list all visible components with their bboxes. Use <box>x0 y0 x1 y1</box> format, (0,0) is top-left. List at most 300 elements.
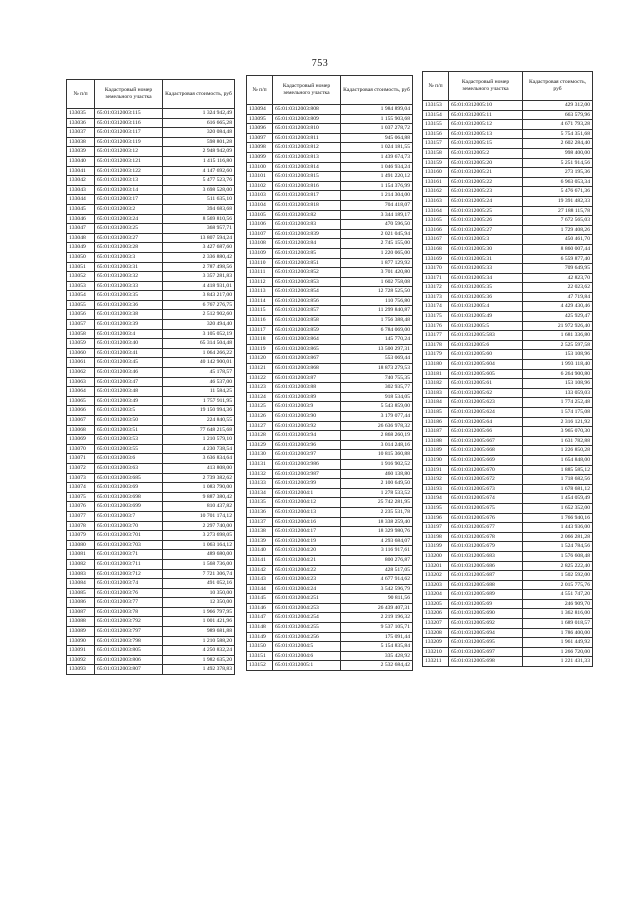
cadastral-number: 65:01:0312003:38 <box>95 310 163 320</box>
cadastral-value: 663 579,96 <box>523 110 593 120</box>
cadastral-number: 65:01:0312003:83 <box>273 220 341 230</box>
table-row <box>247 143 413 153</box>
table-row <box>247 603 413 613</box>
table-row <box>423 475 593 485</box>
row-number: 133161 <box>423 177 449 187</box>
cadastral-number: 65:01:0312005:69 <box>449 599 523 609</box>
table-row <box>247 220 413 230</box>
table-row <box>247 450 413 460</box>
table-row <box>67 300 235 310</box>
table-row <box>423 283 593 293</box>
cadastral-value: 989 681,88 <box>163 627 235 637</box>
row-number: 133077 <box>67 511 95 521</box>
row-number: 133135 <box>247 498 273 508</box>
row-number: 133043 <box>67 185 95 195</box>
row-number: 133201 <box>423 561 449 571</box>
row-number: 133137 <box>247 517 273 527</box>
table-row <box>247 268 413 278</box>
row-number: 133180 <box>423 360 449 370</box>
cadastral-value: 1 491 220,12 <box>341 172 413 182</box>
row-number: 133172 <box>423 283 449 293</box>
row-number: 133073 <box>67 473 95 483</box>
table-row <box>247 536 413 546</box>
cadastral-value: 2 868 260,19 <box>341 431 413 441</box>
cadastral-number: 65:01:0312003:3 <box>95 252 163 262</box>
table-row <box>67 492 235 502</box>
cadastral-number: 65:01:0312005:605 <box>449 369 523 379</box>
row-number: 133084 <box>67 579 95 589</box>
table-row <box>247 594 413 604</box>
cadastral-number: 65:01:0312003:88 <box>273 383 341 393</box>
cadastral-value: 810 437,82 <box>163 502 235 512</box>
cadastral-value: 4 429 430,46 <box>523 302 593 312</box>
cadastral-value: 1 993 118,40 <box>523 360 593 370</box>
row-number: 133193 <box>423 484 449 494</box>
cadastral-value: 740 755,35 <box>341 373 413 383</box>
cadastral-value: 4 671 793,28 <box>523 120 593 130</box>
cadastral-number: 65:01:0312003:703 <box>95 540 163 550</box>
table-row <box>67 588 235 598</box>
cadastral-value: 4 677 914,62 <box>341 575 413 585</box>
row-number: 133046 <box>67 214 95 224</box>
cadastral-number: 65:01:0312003:51 <box>95 425 163 435</box>
table-row <box>423 571 593 581</box>
cadastral-value: 2 602 284,40 <box>523 139 593 149</box>
cadastral-value: 18 329 980,76 <box>341 527 413 537</box>
cadastral-value: 5 754 351,68 <box>523 129 593 139</box>
cadastral-value: 1 576 608,48 <box>523 551 593 561</box>
cadastral-number: 65:01:0312003:987 <box>273 469 341 479</box>
cadastral-number: 65:01:0312003:6 <box>95 454 163 464</box>
row-number: 133147 <box>247 613 273 623</box>
table-row <box>67 214 235 224</box>
table-row <box>247 584 413 594</box>
cadastral-value: 1 757 911,95 <box>163 396 235 406</box>
cadastral-value: 429 312,00 <box>523 101 593 111</box>
cadastral-number: 65:01:0312003:798 <box>95 636 163 646</box>
cadastral-value: 2 066 281,28 <box>523 532 593 542</box>
cadastral-number: 65:01:0312003:839 <box>273 229 341 239</box>
row-number: 133128 <box>247 431 273 441</box>
row-number: 133093 <box>67 665 95 675</box>
table-row <box>67 147 235 157</box>
table-row <box>423 177 593 187</box>
row-number: 133085 <box>67 588 95 598</box>
cadastral-number: 65:01:0312004:22 <box>273 565 341 575</box>
cadastral-value: 273 195,36 <box>523 168 593 178</box>
cadastral-value: 394 683,68 <box>163 204 235 214</box>
cadastral-value: 1 602 758,08 <box>341 277 413 287</box>
cadastral-value: 413 808,00 <box>163 463 235 473</box>
table-row <box>423 148 593 158</box>
cadastral-number: 65:01:0312003:25 <box>95 224 163 234</box>
table-row <box>423 580 593 590</box>
header-num: № п/п <box>423 72 449 101</box>
table-header-row <box>423 72 593 101</box>
cadastral-value: 26 636 978,32 <box>341 421 413 431</box>
cadastral-value: 998 400,00 <box>523 148 593 158</box>
cadastral-number: 65:01:0312005:668 <box>449 446 523 456</box>
table-row <box>67 416 235 426</box>
table-row <box>247 335 413 345</box>
cadastral-value: 1 064 266,22 <box>163 348 235 358</box>
cadastral-number: 65:01:0312005:677 <box>449 523 523 533</box>
row-number: 133096 <box>247 124 273 134</box>
cadastral-number: 65:01:0312005:694 <box>449 628 523 638</box>
cadastral-number: 65:01:0312005:670 <box>449 465 523 475</box>
table-row <box>247 105 413 115</box>
cadastral-value: 27 188 115,78 <box>523 206 593 216</box>
table-header-row <box>67 80 235 109</box>
cadastral-value: 3 698 528,00 <box>163 185 235 195</box>
cadastral-value: 3 116 917,61 <box>341 546 413 556</box>
row-number: 133035 <box>67 109 95 119</box>
row-number: 133184 <box>423 398 449 408</box>
cadastral-number: 65:01:0312003:7 <box>95 511 163 521</box>
row-number: 133182 <box>423 379 449 389</box>
cadastral-value: 3 105 052,19 <box>163 329 235 339</box>
cadastral-value: 19 391 482,33 <box>523 196 593 206</box>
table-row <box>247 488 413 498</box>
table-row <box>423 599 593 609</box>
cadastral-value: 2 739 382,62 <box>163 473 235 483</box>
cadastral-value: 4 551 747,20 <box>523 590 593 600</box>
table-row <box>247 412 413 422</box>
header-cadastral: Кадастровый номер земельного участка <box>95 80 163 109</box>
header-value: Кадастровая стоимость, руб <box>523 72 593 101</box>
cadastral-value: 3 344 189,17 <box>341 210 413 220</box>
cadastral-number: 65:01:0312005:675 <box>449 503 523 513</box>
cadastral-value: 450 461,70 <box>523 235 593 245</box>
cadastral-value: 1 439 674,73 <box>341 152 413 162</box>
cadastral-value: 2 825 222,40 <box>523 561 593 571</box>
table-row <box>423 331 593 341</box>
row-number: 133130 <box>247 450 273 460</box>
cadastral-number: 65:01:0312005:686 <box>449 561 523 571</box>
cadastral-number: 65:01:0312005:673 <box>449 484 523 494</box>
table-row <box>247 162 413 172</box>
cadastral-value: 7 672 565,03 <box>523 216 593 226</box>
cadastral-number: 65:01:0312003:868 <box>273 364 341 374</box>
cadastral-value: 598 801,28 <box>163 137 235 147</box>
cadastral-number: 65:01:0312005:21 <box>449 168 523 178</box>
cadastral-number: 65:01:0312003:94 <box>273 431 341 441</box>
table-row <box>67 531 235 541</box>
table-row <box>67 569 235 579</box>
table-row <box>423 455 593 465</box>
table-row <box>247 507 413 517</box>
row-number: 133040 <box>67 156 95 166</box>
cadastral-value: 2 219 196,32 <box>341 613 413 623</box>
cadastral-number: 65:01:0312003:122 <box>95 166 163 176</box>
row-number: 133162 <box>423 187 449 197</box>
cadastral-value: 2 948 942,09 <box>163 147 235 157</box>
table-row <box>423 484 593 494</box>
table-row <box>423 427 593 437</box>
row-number: 133210 <box>423 647 449 657</box>
table-row <box>67 233 235 243</box>
table-row <box>247 133 413 143</box>
cadastral-number: 65:01:0312005:697 <box>449 647 523 657</box>
cadastral-number: 65:01:0312005:687 <box>449 571 523 581</box>
cadastral-value: 4 418 931,01 <box>163 281 235 291</box>
row-number: 133160 <box>423 168 449 178</box>
cadastral-value: 21 972 926,40 <box>523 321 593 331</box>
table-row <box>423 158 593 168</box>
cadastral-value: 1 063 164,12 <box>163 540 235 550</box>
cadastral-value: 3 357 281,83 <box>163 272 235 282</box>
table-row <box>423 398 593 408</box>
row-number: 133126 <box>247 412 273 422</box>
table-row <box>423 244 593 254</box>
cadastral-number: 65:01:0312003:45 <box>95 358 163 368</box>
cadastral-number: 65:01:0312003:35 <box>95 291 163 301</box>
cadastral-value: 1 155 903,68 <box>341 114 413 124</box>
cadastral-number: 65:01:0312003:858 <box>273 316 341 326</box>
cadastral-value: 2 787 498,56 <box>163 262 235 272</box>
table-row <box>423 235 593 245</box>
cadastral-value: 18 873 279,53 <box>341 364 413 374</box>
cadastral-value: 1 654 848,00 <box>523 455 593 465</box>
cadastral-number: 65:01:0312003:32 <box>95 272 163 282</box>
cadastral-number: 65:01:0312005:1 <box>273 661 341 671</box>
row-number: 133167 <box>423 235 449 245</box>
row-number: 133089 <box>67 627 95 637</box>
cadastral-value: 1 718 682,56 <box>523 475 593 485</box>
cadastral-number: 65:01:0312005:679 <box>449 542 523 552</box>
table-row <box>247 392 413 402</box>
table-row <box>423 264 593 274</box>
table-row <box>423 379 593 389</box>
row-number: 133174 <box>423 302 449 312</box>
row-number: 133149 <box>247 632 273 642</box>
cadastral-number: 65:01:0312003:813 <box>273 152 341 162</box>
table-row <box>67 224 235 234</box>
table-row <box>67 252 235 262</box>
cadastral-value: 246 909,70 <box>523 599 593 609</box>
row-number: 133047 <box>67 224 95 234</box>
cadastral-number: 65:01:0312004:13 <box>273 507 341 517</box>
cadastral-value: 1 454 059,49 <box>523 494 593 504</box>
table-row <box>423 513 593 523</box>
cadastral-number: 65:01:0312004:16 <box>273 517 341 527</box>
table-row <box>67 185 235 195</box>
table-row <box>67 559 235 569</box>
row-number: 133168 <box>423 244 449 254</box>
cadastral-number: 65:01:0312005:61 <box>449 379 523 389</box>
cadastral-value: 1 443 936,00 <box>523 523 593 533</box>
table-row <box>423 628 593 638</box>
cadastral-number: 65:01:0312005:13 <box>449 129 523 139</box>
row-number: 133125 <box>247 402 273 412</box>
row-number: 133080 <box>67 540 95 550</box>
cadastral-value: 6 963 053,34 <box>523 177 593 187</box>
table-row <box>67 521 235 531</box>
table-row <box>247 651 413 661</box>
cadastral-number: 65:01:0312004:251 <box>273 594 341 604</box>
row-number: 133148 <box>247 623 273 633</box>
cadastral-table-1 <box>66 79 235 675</box>
cadastral-value: 4 147 692,60 <box>163 166 235 176</box>
cadastral-number: 65:01:0312003:119 <box>95 137 163 147</box>
table-row <box>247 546 413 556</box>
table-row <box>247 469 413 479</box>
cadastral-value: 47 719,84 <box>523 292 593 302</box>
row-number: 133082 <box>67 559 95 569</box>
table-row <box>247 306 413 316</box>
table-row <box>67 329 235 339</box>
row-number: 133091 <box>67 646 95 656</box>
cadastral-number: 65:01:0312003:117 <box>95 128 163 138</box>
cadastral-value: 3 179 077,44 <box>341 412 413 422</box>
cadastral-value: 1 362 816,00 <box>523 609 593 619</box>
cadastral-value: 3 843 217,00 <box>163 291 235 301</box>
cadastral-number: 65:01:0312003:28 <box>95 243 163 253</box>
cadastral-number: 65:01:0312003:13 <box>95 176 163 186</box>
cadastral-number: 65:01:0312003:41 <box>95 348 163 358</box>
cadastral-number: 65:01:0312003:31 <box>95 262 163 272</box>
row-number: 133072 <box>67 463 95 473</box>
cadastral-value: 489 680,00 <box>163 550 235 560</box>
table-row <box>67 646 235 656</box>
table-row <box>247 239 413 249</box>
cadastral-value: 5 251 914,56 <box>523 158 593 168</box>
cadastral-number: 65:01:0312005:31 <box>449 254 523 264</box>
row-number: 133058 <box>67 329 95 339</box>
row-number: 133036 <box>67 118 95 128</box>
cadastral-value: 1 574 175,08 <box>523 408 593 418</box>
cadastral-number: 65:01:0312005:688 <box>449 580 523 590</box>
cadastral-number: 65:01:0312003:77 <box>95 598 163 608</box>
cadastral-value: 2 532 684,42 <box>341 661 413 671</box>
cadastral-number: 65:01:0312005:698 <box>449 657 523 667</box>
row-number: 133170 <box>423 264 449 274</box>
row-number: 133041 <box>67 166 95 176</box>
row-number: 133211 <box>423 657 449 667</box>
cadastral-number: 65:01:0312005:6 <box>449 340 523 350</box>
cadastral-value: 1 415 116,80 <box>163 156 235 166</box>
row-number: 133202 <box>423 571 449 581</box>
cadastral-number: 65:01:0312005:35 <box>449 283 523 293</box>
cadastral-value: 1 220 065,00 <box>341 248 413 258</box>
cadastral-number: 65:01:0312003:47 <box>95 377 163 387</box>
row-number: 133205 <box>423 599 449 609</box>
table-row <box>423 417 593 427</box>
cadastral-number: 65:01:0312003:699 <box>95 502 163 512</box>
row-number: 133064 <box>67 387 95 397</box>
table-row <box>423 388 593 398</box>
cadastral-value: 1 046 934,24 <box>341 162 413 172</box>
cadastral-value: 8 860 007,44 <box>523 244 593 254</box>
cadastral-number: 65:01:0312005:678 <box>449 532 523 542</box>
cadastral-number: 65:01:0312003:40 <box>95 339 163 349</box>
cadastral-number: 65:01:0312003:90 <box>273 412 341 422</box>
cadastral-value: 25 742 281,95 <box>341 498 413 508</box>
table-row <box>67 137 235 147</box>
row-number: 133140 <box>247 546 273 556</box>
cadastral-number: 65:01:0312003:854 <box>273 287 341 297</box>
row-number: 133142 <box>247 565 273 575</box>
table-row <box>67 665 235 675</box>
row-number: 133133 <box>247 479 273 489</box>
cadastral-value: 133 059,03 <box>523 388 593 398</box>
table-row <box>423 110 593 120</box>
table-row <box>247 527 413 537</box>
row-number: 133095 <box>247 114 273 124</box>
cadastral-value: 3 427 687,60 <box>163 243 235 253</box>
cadastral-value: 1 210 579,10 <box>163 435 235 445</box>
row-number: 133118 <box>247 335 273 345</box>
cadastral-number: 65:01:0312004:24 <box>273 584 341 594</box>
table-row <box>423 551 593 561</box>
cadastral-number: 65:01:0312003:84 <box>273 239 341 249</box>
row-number: 133038 <box>67 137 95 147</box>
cadastral-value: 1 652 352,00 <box>523 503 593 513</box>
table-row <box>247 479 413 489</box>
table-row <box>423 609 593 619</box>
cadastral-number: 65:01:0312005:674 <box>449 494 523 504</box>
cadastral-value: 2 745 155,00 <box>341 239 413 249</box>
cadastral-number: 65:01:0312003:50 <box>95 416 163 426</box>
row-number: 133068 <box>67 425 95 435</box>
table-row <box>67 627 235 637</box>
cadastral-value: 3 965 070,30 <box>523 427 593 437</box>
cadastral-value: 1 568 736,00 <box>163 559 235 569</box>
row-number: 133124 <box>247 392 273 402</box>
table-row <box>67 502 235 512</box>
row-number: 133114 <box>247 296 273 306</box>
cadastral-value: 1 877 129,92 <box>341 258 413 268</box>
table-row <box>247 316 413 326</box>
table-row <box>247 661 413 671</box>
row-number: 133153 <box>423 101 449 111</box>
cadastral-number: 65:01:0312003:121 <box>95 156 163 166</box>
table-row <box>67 291 235 301</box>
table-row <box>67 358 235 368</box>
row-number: 133175 <box>423 312 449 322</box>
table-row <box>247 287 413 297</box>
table-row <box>247 172 413 182</box>
cadastral-value: 46 537,00 <box>163 377 235 387</box>
cadastral-number: 65:01:0312003:33 <box>95 281 163 291</box>
cadastral-number: 65:01:0312003:851 <box>273 258 341 268</box>
row-number: 133207 <box>423 619 449 629</box>
cadastral-value: 5 543 859,00 <box>341 402 413 412</box>
cadastral-value: 1 226 850,28 <box>523 446 593 456</box>
row-number: 133157 <box>423 139 449 149</box>
row-number: 133186 <box>423 417 449 427</box>
cadastral-number: 65:01:0312003:92 <box>273 421 341 431</box>
row-number: 133151 <box>247 651 273 661</box>
cadastral-number: 65:01:0312004:19 <box>273 536 341 546</box>
row-number: 133150 <box>247 642 273 652</box>
cadastral-value: 6 767 276,75 <box>163 300 235 310</box>
cadastral-value: 1 524 784,56 <box>523 542 593 552</box>
cadastral-number: 65:01:0312003:815 <box>273 172 341 182</box>
cadastral-value: 145 770,24 <box>341 335 413 345</box>
row-number: 133059 <box>67 339 95 349</box>
table-row <box>423 619 593 629</box>
row-number: 133111 <box>247 268 273 278</box>
cadastral-number: 65:01:0312003:864 <box>273 335 341 345</box>
row-number: 133198 <box>423 532 449 542</box>
cadastral-value: 3 636 834,64 <box>163 454 235 464</box>
cadastral-value: 1 037 278,72 <box>341 124 413 134</box>
table-row <box>67 617 235 627</box>
cadastral-number: 65:01:0312005:692 <box>449 619 523 629</box>
cadastral-table-2 <box>246 75 413 671</box>
cadastral-value: 704 418,07 <box>341 200 413 210</box>
